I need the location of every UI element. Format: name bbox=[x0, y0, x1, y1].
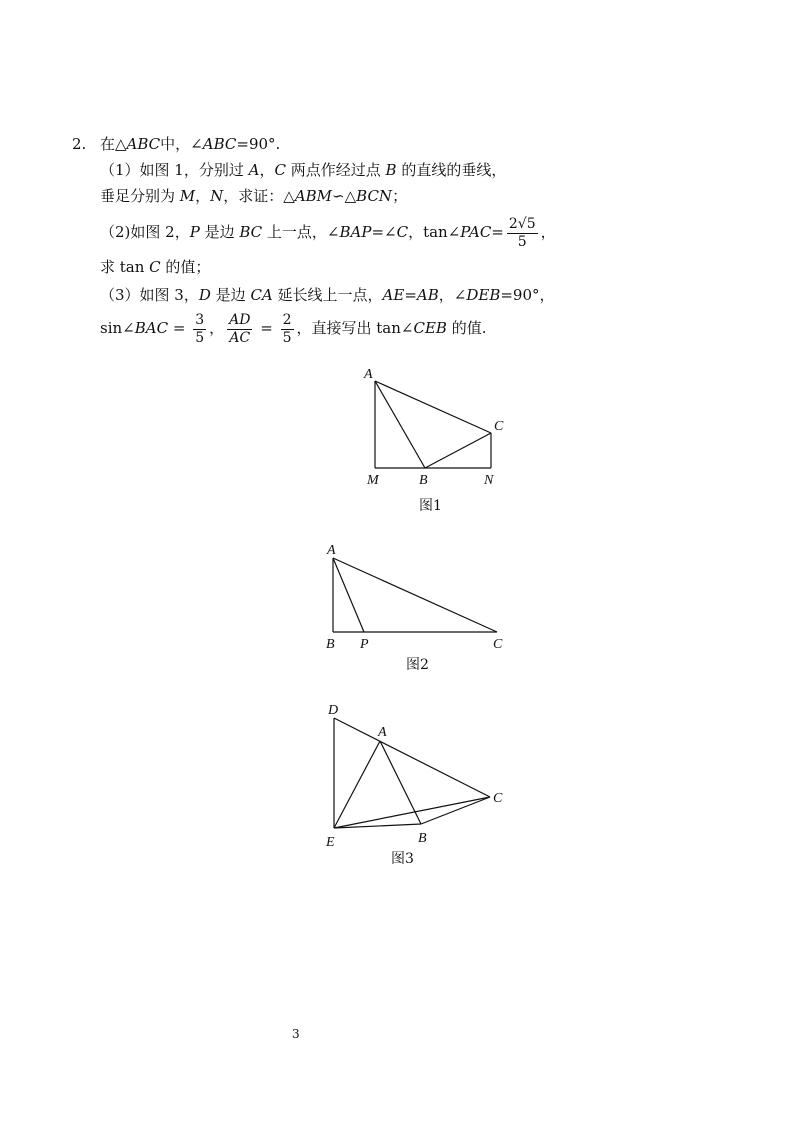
fig2-label-c: C bbox=[493, 637, 503, 652]
fig3-segment-dc bbox=[334, 718, 490, 797]
problem-intro: 在△ABC中，∠ABC=90°. bbox=[100, 135, 281, 153]
fig2-label-a: A bbox=[327, 543, 336, 558]
part2-line2: 求 tan C 的值； bbox=[100, 258, 211, 276]
fig1-label-n: N bbox=[484, 473, 494, 488]
part3-line1: （3）如图 3，D 是边 CA 延长线上一点，AE=AB，∠DEB=90°， bbox=[100, 286, 555, 304]
fig1-label-b: B bbox=[419, 473, 428, 488]
fig3-label-e: E bbox=[326, 835, 335, 850]
fig3-label-c: C bbox=[493, 791, 503, 806]
fig1-label-a: A bbox=[364, 367, 373, 382]
fraction-ad-ac: $\frac{AD}{AC}$ bbox=[229, 311, 251, 346]
fraction-sin-bac: $\frac{3}{5}$ bbox=[195, 311, 205, 346]
fig3-label-d: D bbox=[328, 703, 339, 718]
fig1-segment-bc bbox=[425, 433, 491, 468]
figure-2-caption: 图2 bbox=[406, 657, 429, 673]
fig1-segment-ab bbox=[375, 381, 425, 468]
part1-line2: 垂足分别为 M，N，求证：△ABM∽△BCN； bbox=[100, 187, 408, 205]
fig1-segment-ac bbox=[375, 381, 491, 433]
fig1-label-c: C bbox=[494, 419, 504, 434]
fraction-tan-pac: $\frac{2√5}{5}$ bbox=[508, 215, 536, 250]
fig2-label-p: P bbox=[360, 637, 369, 652]
fraction-two-fifths: $\frac{2}{5}$ bbox=[282, 311, 292, 346]
fig3-segment-ea bbox=[334, 741, 380, 828]
fig3-segment-ec bbox=[334, 797, 490, 828]
part1-line1: （1）如图 1，分别过 A，C 两点作经过点 B 的直线的垂线， bbox=[100, 161, 507, 179]
figure-1-caption: 图1 bbox=[419, 498, 442, 514]
fig1-label-m: M bbox=[367, 473, 379, 488]
part2-line1: （2)如图 2，P 是边 BC 上一点，∠BAP=∠C，tan∠PAC= $\frac{2√5}{5}$ ， bbox=[100, 215, 556, 250]
fig2-segment-ac bbox=[333, 558, 497, 632]
fig2-label-b: B bbox=[326, 637, 335, 652]
fig3-segment-bc bbox=[421, 797, 490, 824]
fig3-label-b: B bbox=[418, 831, 427, 846]
fig3-label-a: A bbox=[378, 725, 387, 740]
problem-number: 2. bbox=[72, 135, 87, 153]
page-number: 3 bbox=[292, 1027, 300, 1041]
figure-3-caption: 图3 bbox=[391, 851, 414, 867]
part3-line2: sin∠BAC = $\frac{3}{5}$ ， $\frac{AD}{AC}$ = $\frac{2}{5}$ ，直接写出 tan∠CEB 的值. bbox=[100, 311, 487, 346]
fig2-segment-ap bbox=[333, 558, 364, 632]
